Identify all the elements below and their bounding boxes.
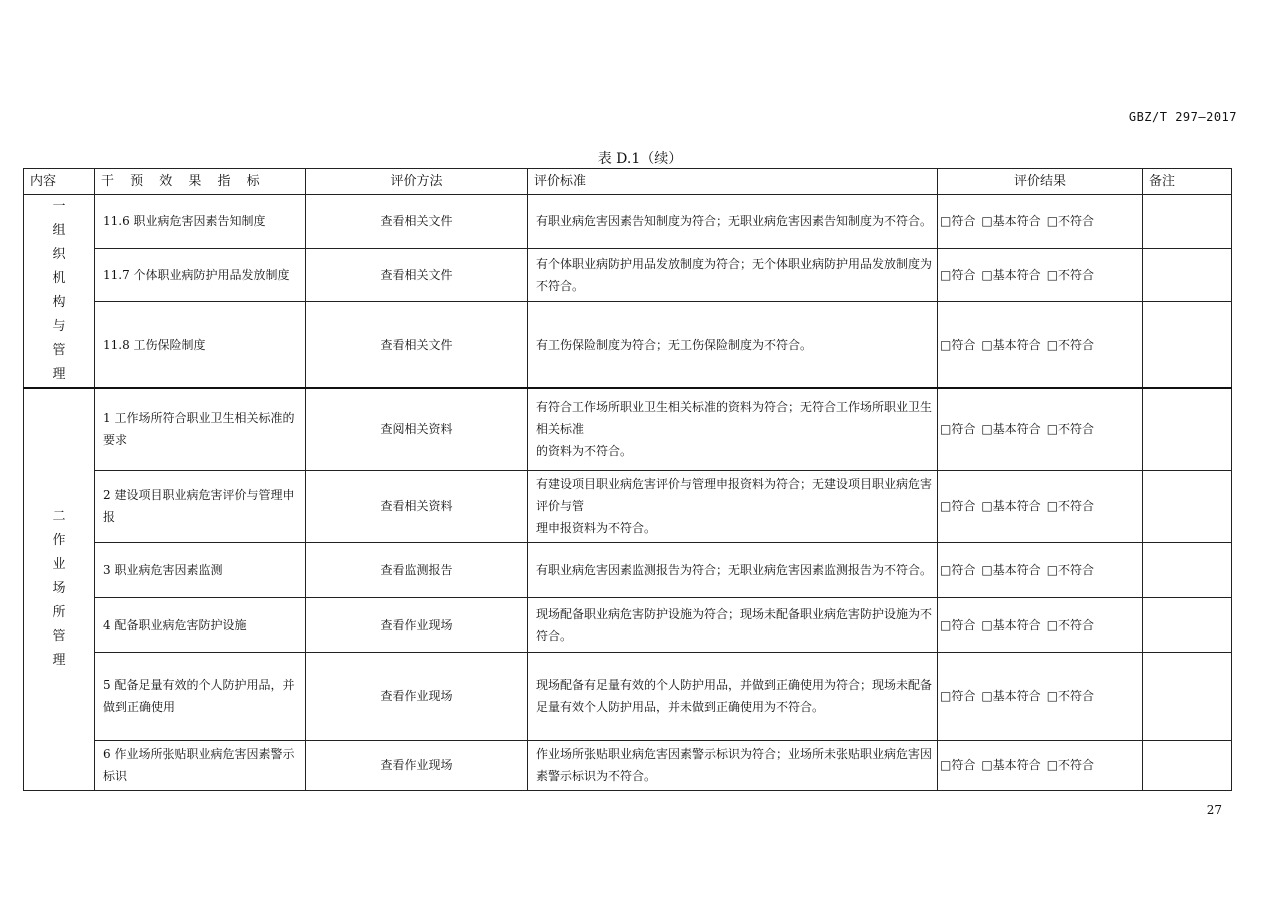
group-label-cell <box>24 388 95 790</box>
standard-cell <box>528 740 938 790</box>
standard-line: 的资料为不符合。 <box>536 444 633 459</box>
method-cell: 查看作业现场 <box>306 652 528 740</box>
option-nonconform[interactable]: □不符合 <box>1046 689 1095 703</box>
option-basic-conform[interactable]: □基本符合 <box>981 214 1041 229</box>
standard-line: 有建设项目职业病危害评价与管理申报资料为符合；无建设项目职业病危害评价与管 <box>536 477 933 513</box>
result-cell <box>938 302 1143 388</box>
result-cell <box>938 652 1143 740</box>
method-cell: 查看监测报告 <box>306 542 528 597</box>
option-basic-conform[interactable]: □基本符合 <box>981 617 1041 632</box>
option-basic-conform[interactable]: □基本符合 <box>981 499 1041 513</box>
option-basic-conform[interactable]: □基本符合 <box>981 422 1041 437</box>
standard-line: 有职业病危害因素监测报告为符合；无职业病危害因素监测报告为不符合。 <box>536 562 933 577</box>
table-row <box>24 652 1232 740</box>
standard-cell <box>528 302 938 388</box>
standard-line: 理申报资料为不符合。 <box>536 521 657 535</box>
remark-cell <box>1143 597 1232 652</box>
table-row <box>24 248 1232 302</box>
result-cell <box>938 597 1143 652</box>
result-cell <box>938 740 1143 790</box>
header-content: 内容 <box>24 169 95 195</box>
indicator-cell: 3 职业病危害因素监测 <box>95 542 306 597</box>
result-cell <box>938 542 1143 597</box>
standard-cell <box>528 195 938 249</box>
result-cell <box>938 388 1143 470</box>
table-row <box>24 470 1232 542</box>
standard-cell <box>528 597 938 652</box>
table-row <box>24 388 1232 470</box>
option-nonconform[interactable]: □不符合 <box>1046 758 1095 772</box>
page-number: 27 <box>1206 803 1222 817</box>
standard-line: 作业场所张贴职业病危害因素警示标识为符合；业场所未张贴职业病危害因素警示标识为不符合。 <box>536 747 933 783</box>
standard-line: 有个体职业病防护用品发放制度为符合；无个体职业病防护用品发放制度为不符合。 <box>536 256 933 293</box>
option-nonconform[interactable]: □不符合 <box>1046 422 1095 437</box>
remark-cell <box>1143 195 1232 249</box>
option-conform[interactable]: □符合 <box>940 689 976 703</box>
standard-line: 有工伤保险制度为符合；无工伤保险制度为不符合。 <box>536 337 813 352</box>
method-cell: 查看相关文件 <box>306 195 528 249</box>
header-remark: 备注 <box>1143 169 1232 195</box>
option-basic-conform[interactable]: □基本符合 <box>981 337 1041 352</box>
method-cell: 查看作业现场 <box>306 740 528 790</box>
option-basic-conform[interactable]: □基本符合 <box>981 758 1041 772</box>
table-body <box>24 195 1232 791</box>
remark-cell <box>1143 652 1232 740</box>
standard-line: 现场配备有足量有效的个人防护用品，并做到正确使用为符合；现场未配备足量有效个人防护用品，并未做到正确使用为不符合。 <box>536 678 933 714</box>
table-title: 表 D.1（续） <box>597 151 683 167</box>
option-conform[interactable]: □符合 <box>940 562 976 577</box>
standard-line: 有符合工作场所职业卫生相关标准的资料为符合；无符合工作场所职业卫生相关标准 <box>536 400 933 437</box>
standard-cell <box>528 248 938 302</box>
remark-cell <box>1143 542 1232 597</box>
option-conform[interactable]: □符合 <box>940 499 976 513</box>
header-standard: 评价标准 <box>528 169 938 195</box>
evaluation-table <box>23 168 1232 791</box>
table-row <box>24 302 1232 388</box>
option-nonconform[interactable]: □不符合 <box>1046 214 1095 229</box>
table-row <box>24 740 1232 790</box>
header-method: 评价方法 <box>306 169 528 195</box>
remark-cell <box>1143 388 1232 470</box>
group-label: 二作业场所管理 <box>52 509 66 669</box>
standard-line: 现场配备职业病危害防护设施为符合；现场未配备职业病危害防护设施为不符合。 <box>536 606 933 643</box>
standard-cell <box>528 652 938 740</box>
option-nonconform[interactable]: □不符合 <box>1046 267 1095 282</box>
option-nonconform[interactable]: □不符合 <box>1046 562 1095 577</box>
option-conform[interactable]: □符合 <box>940 337 976 352</box>
option-nonconform[interactable]: □不符合 <box>1046 337 1095 352</box>
result-cell <box>938 248 1143 302</box>
remark-cell <box>1143 302 1232 388</box>
table-row <box>24 195 1232 249</box>
remark-cell <box>1143 470 1232 542</box>
result-cell <box>938 195 1143 249</box>
option-nonconform[interactable]: □不符合 <box>1046 617 1095 632</box>
indicator-cell: 1 工作场所符合职业卫生相关标准的要求 <box>95 388 306 470</box>
option-conform[interactable]: □符合 <box>940 758 976 772</box>
option-basic-conform[interactable]: □基本符合 <box>981 267 1041 282</box>
standard-cell <box>528 388 938 470</box>
option-conform[interactable]: □符合 <box>940 617 976 632</box>
remark-cell <box>1143 248 1232 302</box>
header-indicator: 干 预 效 果 指 标 <box>95 169 306 195</box>
indicator-cell: 11.7 个体职业病防护用品发放制度 <box>95 248 306 302</box>
document-code: GBZ/T 297—2017 <box>1128 110 1237 124</box>
group-label: 一组织机构与管理 <box>52 199 66 382</box>
option-basic-conform[interactable]: □基本符合 <box>981 689 1041 703</box>
table-row <box>24 597 1232 652</box>
method-cell: 查看作业现场 <box>306 597 528 652</box>
indicator-cell: 6 作业场所张贴职业病危害因素警示标识 <box>95 740 306 790</box>
option-basic-conform[interactable]: □基本符合 <box>981 562 1041 577</box>
remark-cell <box>1143 740 1232 790</box>
method-cell: 查看相关文件 <box>306 302 528 388</box>
method-cell: 查阅相关资料 <box>306 388 528 470</box>
method-cell: 查看相关资料 <box>306 470 528 542</box>
indicator-cell: 11.8 工伤保险制度 <box>95 302 306 388</box>
method-cell: 查看相关文件 <box>306 248 528 302</box>
indicator-cell: 2 建设项目职业病危害评价与管理申报 <box>95 470 306 542</box>
standard-line: 有职业病危害因素告知制度为符合；无职业病危害因素告知制度为不符合。 <box>536 214 933 229</box>
group-label-cell <box>24 195 95 389</box>
standard-cell <box>528 470 938 542</box>
indicator-cell: 5 配备足量有效的个人防护用品，并做到正确使用 <box>95 652 306 740</box>
standard-cell <box>528 542 938 597</box>
indicator-cell: 4 配备职业病危害防护设施 <box>95 597 306 652</box>
option-conform[interactable]: □符合 <box>940 267 976 282</box>
indicator-cell: 11.6 职业病危害因素告知制度 <box>95 195 306 249</box>
header-result: 评价结果 <box>938 169 1143 195</box>
result-cell <box>938 470 1143 542</box>
option-nonconform[interactable]: □不符合 <box>1046 499 1095 513</box>
table-header-row <box>24 169 1232 195</box>
option-conform[interactable]: □符合 <box>940 422 976 437</box>
option-conform[interactable]: □符合 <box>940 214 976 229</box>
table-row <box>24 542 1232 597</box>
